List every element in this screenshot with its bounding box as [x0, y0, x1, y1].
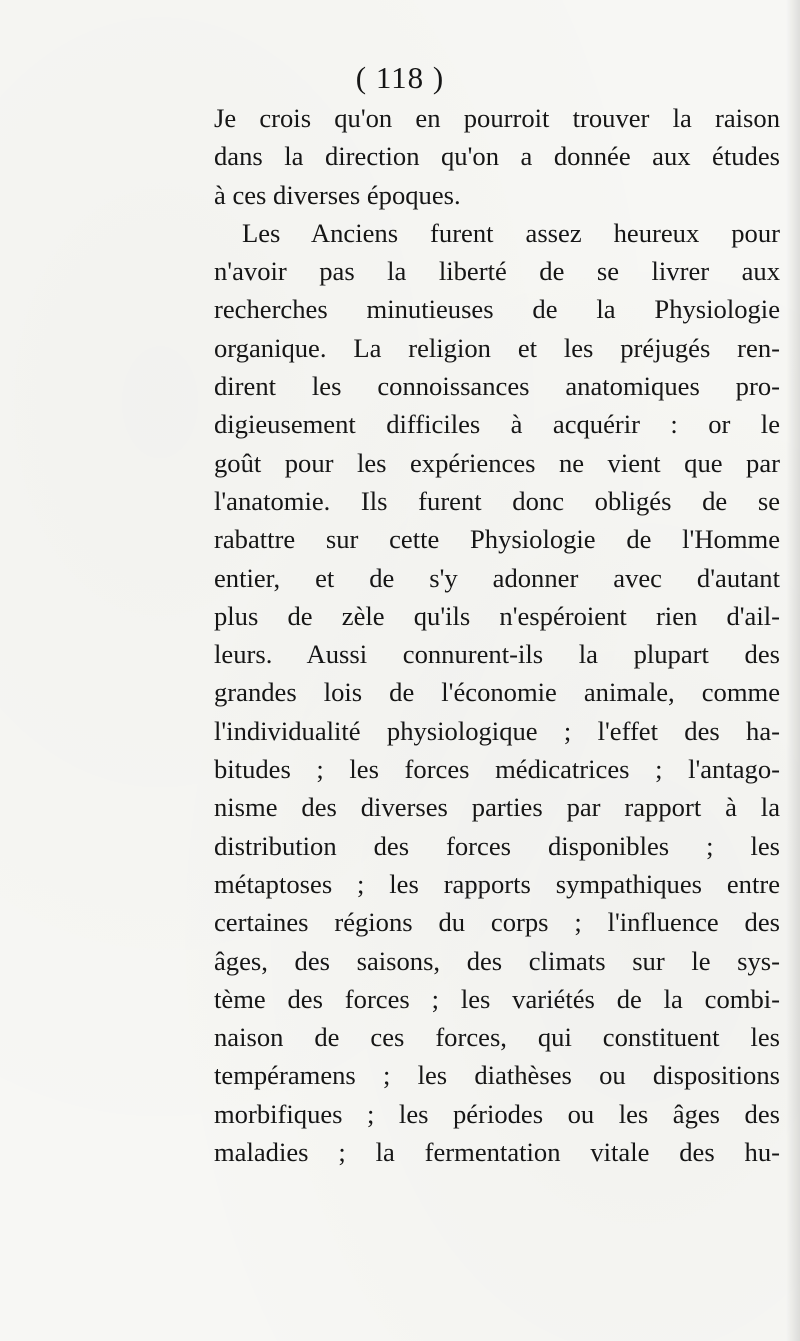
text-line: à ces diverses époques.	[214, 179, 461, 210]
text-line: naison de ces forces, qui constituent les	[214, 1022, 780, 1053]
text-line: entier, et de s'y adonner avec d'autant	[214, 562, 780, 593]
text-line: maladies ; la fermentation vitale des hu-	[214, 1137, 780, 1168]
text-line: Je crois qu'on en pourroit trouver la raison	[214, 103, 780, 133]
text-line: dans la direction qu'on a donnée aux études	[214, 141, 780, 172]
text-line: l'individualité physiologique ; l'effet des ha-	[214, 715, 780, 746]
text-line: rabattre sur cette Physiologie de l'Homme	[214, 524, 780, 555]
text-line: n'avoir pas la liberté de se livrer aux	[214, 256, 780, 287]
page-number: ( 118 )	[355, 60, 445, 95]
text-line: distribution des forces disponibles ; les	[214, 830, 780, 861]
text-line: plus de zèle qu'ils n'espéroient rien d'ail-	[214, 600, 780, 631]
text-line: digieusement difficiles à acquérir : or le	[214, 409, 780, 440]
paragraph-start-line: Les Anciens furent assez heureux pour	[242, 217, 780, 248]
text-line: morbifiques ; les périodes ou les âges des	[214, 1098, 780, 1129]
text-line: tème des forces ; les variétés de la combi-	[214, 983, 780, 1014]
text-line: dirent les connoissances anatomiques pro-	[214, 371, 780, 402]
text-line: l'anatomie. Ils furent donc obligés de se	[214, 485, 780, 516]
text-line: goût pour les expériences ne vient que par	[214, 447, 780, 478]
text-line: organique. La religion et les préjugés ren-	[214, 332, 780, 363]
page-edge-shadow	[786, 0, 800, 1341]
text-line: métaptoses ; les rapports sympathiques entre	[214, 868, 780, 899]
text-line: tempéramens ; les diathèses ou dispositions	[214, 1060, 780, 1091]
text-line: recherches minutieuses de la Physiologie	[214, 294, 780, 325]
text-line: certaines régions du corps ; l'influence des	[214, 907, 780, 938]
body-text	[214, 99, 780, 1171]
text-line: grandes lois de l'économie animale, comme	[214, 677, 780, 708]
text-line: leurs. Aussi connurent-ils la plupart des	[214, 639, 780, 670]
text-line: nisme des diverses parties par rapport à la	[214, 792, 780, 823]
text-line: bitudes ; les forces médicatrices ; l'antago-	[214, 754, 780, 785]
text-line: âges, des saisons, des climats sur le sys-	[214, 945, 780, 976]
